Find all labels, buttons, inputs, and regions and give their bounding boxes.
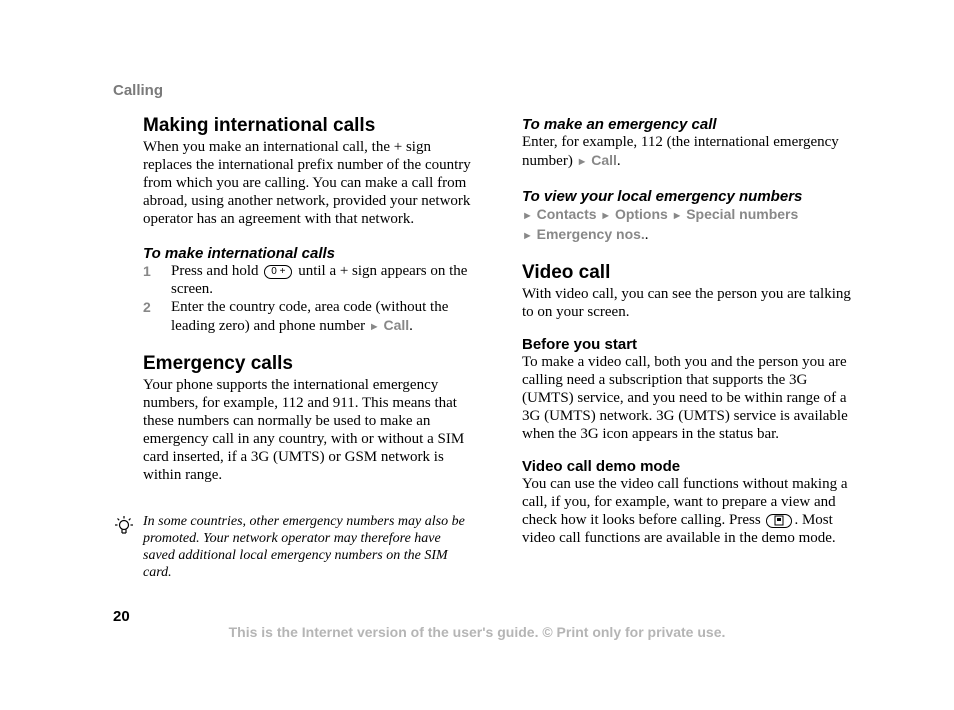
video-call-body: With video call, you can see the person you are talking to on your screen. [522,286,851,320]
emergency-calls-heading: Emergency calls [143,353,293,374]
before-you-start-heading: Before you start [522,336,638,353]
menu-options: Options [614,206,668,222]
step-2-number: 2 [143,299,151,315]
international-calls-subheading: To make international calls [143,245,336,262]
zero-plus-key-icon: 0 + [264,265,292,279]
arrow-right-icon: ► [600,210,612,222]
tip-text: In some countries, other emergency numbers may also be promoted. Your network operator may therefore have saved additional local emergency numbers on the SIM card. [143,514,465,580]
section-label: Calling [113,82,164,99]
view-local-emergency-subheading: To view your local emergency numbers [522,188,803,205]
arrow-right-icon: ► [671,210,683,222]
tip-note [113,513,473,581]
before-you-start-body: To make a video call, both you and the person you are calling need a subscription that supports the 3G (UMTS) service, and you need to be within range of a 3G (UMTS) network. 3G (UMTS) service is available when the 3G icon appears in the status bar. [522,354,848,442]
arrow-right-icon: ► [368,321,380,333]
menu-call: Call [383,317,410,333]
lightbulb-icon [113,515,135,537]
demo-mode-body: You can use the video call functions without making a call, if you, for example, want to prepare a view and check how it looks before calling. Press . Most video call functions are available in the demo mode. [522,476,848,546]
demo-mode-heading: Video call demo mode [522,458,681,475]
international-steps [143,262,473,336]
footer-notice: This is the Internet version of the user's guide. © Print only for private use. [228,624,726,640]
arrow-right-icon: ► [522,210,533,222]
menu-call: Call [591,152,617,168]
step-1: 1 Press and hold 0 + until a + sign appears on the screen. [143,263,468,297]
left-column [143,115,473,484]
step-2: 2 Enter the country code, area code (without the leading zero) and phone number ► Call. [143,299,449,334]
video-call-heading: Video call [522,262,611,283]
menu-contacts: Contacts [536,206,597,222]
arrow-right-icon: ► [522,230,533,242]
emergency-call-subheading: To make an emergency call [522,116,717,133]
emergency-calls-body: Your phone supports the international emergency numbers, for example, 112 and 911. This means that these numbers can normally be used to make an emergency call in any country, with or without a SIM card inserted, if a 3G (UMTS) or GSM network is within range. [143,377,465,483]
menu-special-numbers: Special numbers [686,206,799,222]
menu-emergency-nos: Emergency nos. [536,226,645,242]
view-local-emergency-path: ► Contacts ► Options ► Special numbers ► Emergency nos.. [522,206,799,243]
step-1-number: 1 [143,263,151,279]
page-number: 20 [113,608,130,625]
arrow-right-icon: ► [576,156,588,168]
international-calls-heading: Making international calls [143,115,376,136]
international-calls-body: When you make an international call, the + sign replaces the international prefix number of the country from which you are calling. You can make a call from abroad, using another network, provided your network operator has an agreement with that network. [143,139,471,227]
right-column [522,116,852,547]
video-key-icon [766,514,792,528]
emergency-call-text: Enter, for example, 112 (the international emergency number) ► Call. [522,134,839,169]
